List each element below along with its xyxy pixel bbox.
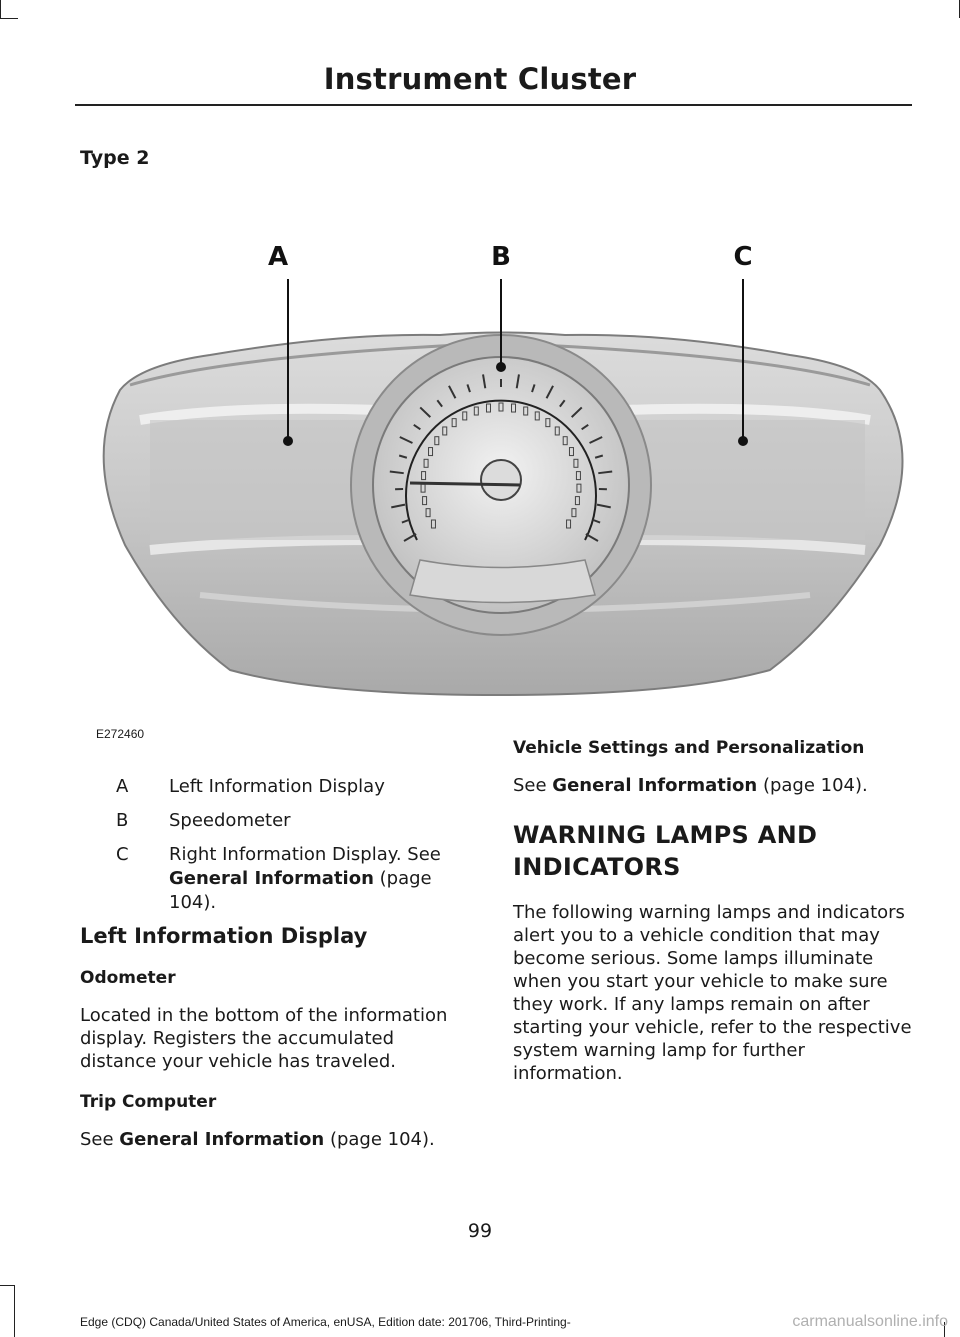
left-info-heading: Left Information Display (80, 924, 368, 948)
legend-text: Left Information Display (169, 776, 385, 797)
legend-letter: A (116, 776, 129, 797)
ref-prefix: See (80, 1129, 120, 1150)
figure-legend (80, 775, 470, 925)
page-ref: (page 104). (757, 775, 868, 796)
xref-link[interactable]: General Information (119, 1129, 325, 1150)
leader-dot-c (738, 436, 748, 446)
needle-hub (481, 460, 521, 500)
odometer-body: Located in the bottom of the information display. Registers the accumulated distance your vehicle has traveled. (80, 1005, 448, 1072)
legend-row-c (80, 843, 470, 915)
crop-mark-top-left-h (0, 18, 18, 19)
header-divider (75, 104, 912, 106)
callout-b: B (491, 242, 511, 272)
crop-mark-bottom-left-h (0, 1285, 14, 1286)
instrument-cluster-illustration (80, 215, 925, 745)
ref-prefix: See (513, 775, 553, 796)
footer-text: Edge (CDQ) Canada/United States of America, enUSA, Edition date: 201706, Third-Printing- (80, 1315, 571, 1329)
page-title: Instrument Cluster (323, 62, 637, 96)
trip-computer-heading: Trip Computer (80, 1092, 217, 1112)
legend-letter: C (116, 844, 129, 865)
trip-computer-ref (80, 1128, 472, 1151)
legend-text-c (169, 843, 470, 915)
crop-mark-bottom-left (14, 1285, 15, 1337)
left-column (80, 925, 472, 1169)
xref-link[interactable]: General Information (552, 775, 758, 796)
vehicle-settings-heading: Vehicle Settings and Personalization (513, 738, 865, 758)
figure-id: E272460 (96, 727, 145, 741)
crop-mark-top-left (0, 0, 1, 18)
leader-dot-a (283, 436, 293, 446)
page-ref: (page 104). (324, 1129, 435, 1150)
legend-row-b (80, 809, 470, 833)
right-column (513, 737, 913, 1103)
left-display-panel (150, 420, 380, 540)
callout-a: A (267, 242, 289, 272)
xref-link[interactable]: General Information (169, 868, 374, 889)
odometer-heading: Odometer (80, 968, 176, 988)
page-number: 99 (467, 1220, 493, 1242)
type-heading: Type 2 (80, 147, 150, 169)
legend-text: Right Information Display. See (169, 844, 441, 865)
speedometer-needle (410, 483, 520, 485)
warning-lamps-heading: WARNING LAMPS AND INDICATORS (513, 821, 818, 881)
legend-row-a (80, 775, 470, 799)
leader-dot-b (496, 362, 506, 372)
vehicle-settings-ref (513, 774, 913, 797)
watermark: carmanualsonline.info (792, 1313, 948, 1330)
warning-lamps-body: The following warning lamps and indicators alert you to a vehicle condition that may become serious. Some lamps illuminate when you start your vehicle to make sure they work. If any lamps remain on after starting your vehicle, refer to the respective system warning lamp for further information. (513, 902, 912, 1084)
legend-text: Speedometer (169, 810, 291, 831)
legend-letter: B (116, 810, 129, 831)
instrument-cluster-figure (80, 215, 925, 745)
page-ref: (page 104). (169, 868, 432, 913)
callout-c: C (733, 242, 753, 272)
